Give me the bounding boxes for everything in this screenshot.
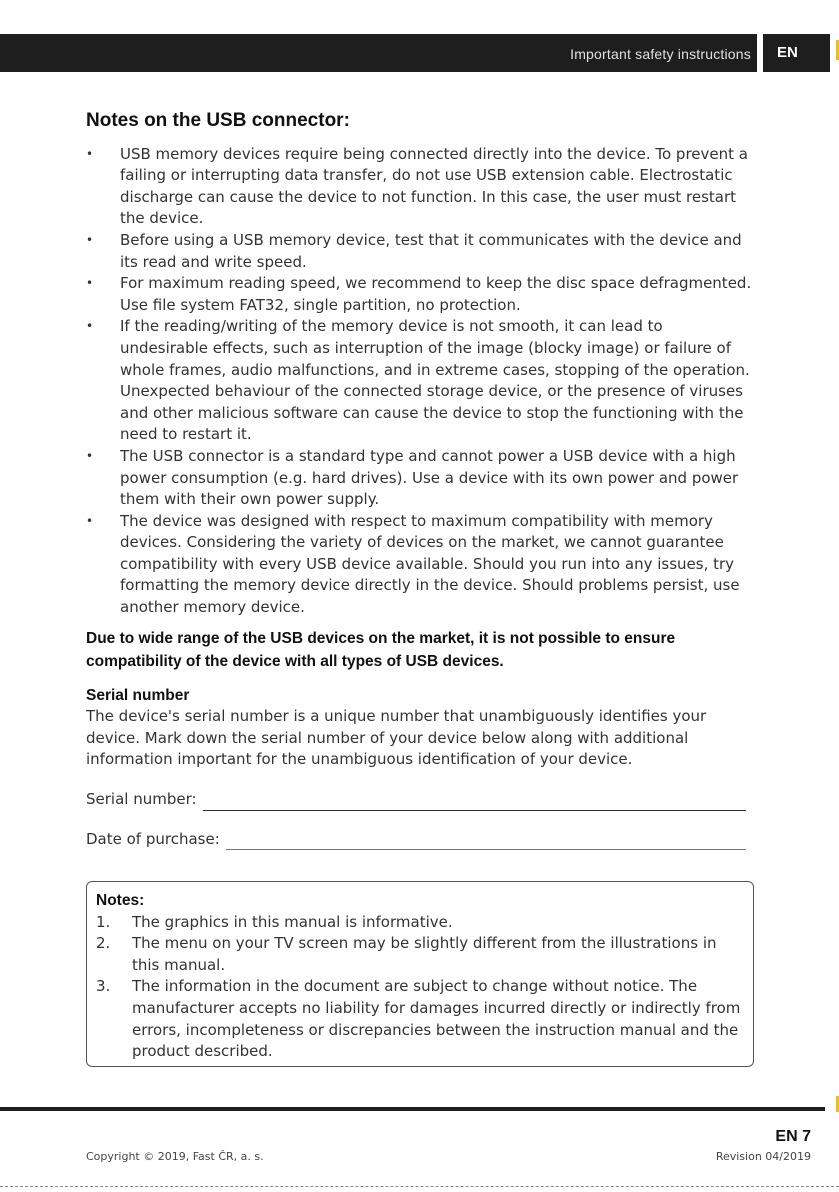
notes-heading: Notes: bbox=[96, 892, 145, 909]
bullet-icon: • bbox=[86, 232, 94, 247]
bullet-icon: • bbox=[86, 513, 94, 528]
serial-number-write-line bbox=[203, 794, 746, 811]
list-item: 2. The menu on your TV screen may be slightly different from the illustrations in this manual. bbox=[96, 934, 717, 974]
header-bar bbox=[0, 34, 757, 72]
serial-number-field bbox=[86, 789, 754, 811]
notes-list bbox=[96, 912, 741, 1063]
notes-box bbox=[86, 881, 754, 1067]
header-title: Important safety instructions bbox=[570, 46, 751, 62]
list-item: • The USB connector is a standard type and cannot power a USB device with a high power consumption (e.g. hard drives). Use a device with its own power and power them with their own power supply. bbox=[86, 446, 739, 509]
serial-number-description: The device's serial number is a unique number that unambiguously identifies your device. Mark down the serial number of your device below along with additional information important for the unambiguous identification of your device. bbox=[86, 707, 707, 769]
list-item: 1. The graphics in this manual is informative. bbox=[96, 912, 453, 931]
list-item: • If the reading/writing of the memory device is not smooth, it can lead to undesirable effects, such as interruption of the image (blocky image) or failure of whole frames, audio malfunctions, and in extreme cases, stopping of the operation. Unexpected behaviour of the connected storage device, or the presence of viruses and other malicious software can cause the device to stop the functioning with the need to restart it. bbox=[86, 317, 750, 444]
copyright-text: Copyright © 2019, Fast ČR, a. s. bbox=[86, 1150, 264, 1163]
purchase-date-write-line bbox=[226, 833, 746, 850]
main-content bbox=[86, 110, 754, 850]
list-item: • USB memory devices require being connected directly into the device. To prevent a failing or interrupting data transfer, do not use USB extension cable. Electrostatic discharge can cause the device to not function. In this case, the user must restart the device. bbox=[86, 144, 748, 228]
bullet-icon: • bbox=[86, 448, 94, 463]
compatibility-warning: Due to wide range of the USB devices on the market, it is not possible to ensure compatibility of the device with all types of USB devices. bbox=[86, 629, 676, 670]
usb-section-heading: Notes on the USB connector: bbox=[86, 110, 350, 131]
list-item: • For maximum reading speed, we recommend to keep the disc space defragmented. Use file system FAT32, single partition, no protection. bbox=[86, 274, 752, 314]
bullet-icon: • bbox=[86, 276, 94, 291]
bullet-icon: • bbox=[86, 319, 94, 334]
list-item: • Before using a USB memory device, test that it communicates with the device and its read and write speed. bbox=[86, 230, 742, 271]
serial-number-heading: Serial number bbox=[86, 686, 190, 704]
footer-divider bbox=[0, 1107, 825, 1111]
usb-notes-list bbox=[86, 144, 754, 619]
language-tab: EN bbox=[763, 34, 830, 72]
serial-number-label: Serial number: bbox=[86, 790, 197, 809]
bullet-icon: • bbox=[86, 146, 94, 161]
purchase-date-field bbox=[86, 829, 754, 851]
page-number: EN 7 bbox=[775, 1128, 811, 1145]
crop-line bbox=[0, 1186, 839, 1187]
list-item: • The device was designed with respect to maximum compatibility with memory devices. Considering the variety of devices on the market, we cannot guarantee compatibility with every USB device available. Should you run into any issues, try formatting the memory device directly in the device. Should problems persist, use another memory device. bbox=[86, 511, 740, 617]
purchase-date-label: Date of purchase: bbox=[86, 829, 220, 848]
list-item: 3. The information in the document are subject to change without notice. The manufacturer accepts no liability for damages incurred directly or indirectly from errors, incompleteness or discrepancies between the instruction manual and the product described. bbox=[96, 977, 741, 1061]
revision-text: Revision 04/2019 bbox=[715, 1150, 811, 1163]
